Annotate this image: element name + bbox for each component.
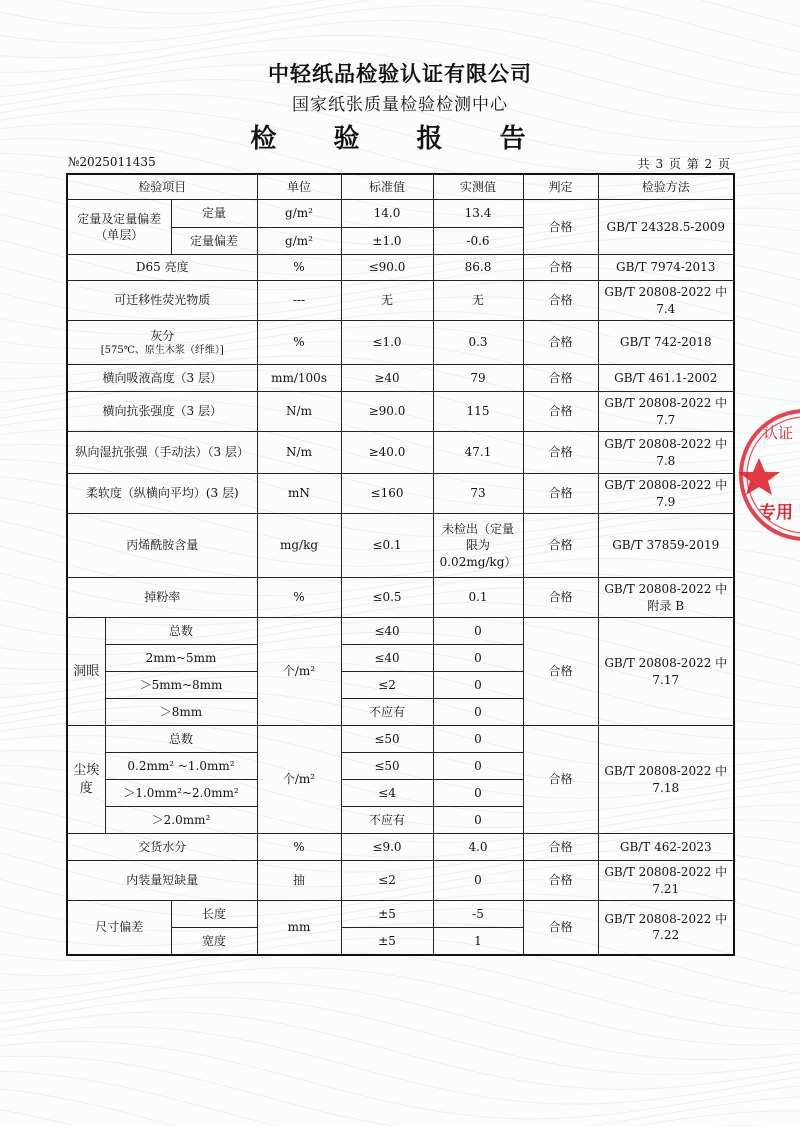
- holes-subitem: 2mm~5mm: [105, 645, 257, 672]
- item-d65-brightness: D65 亮度: [67, 255, 257, 281]
- item-softness: 柔软度（纵横向平均）(3 层): [67, 474, 257, 514]
- item-ash-condition: [575℃、原生木浆（纤维）]: [100, 344, 224, 356]
- table-row: [67, 834, 734, 861]
- method-cell: GB/T 20808-2022 中 7.18: [598, 726, 734, 834]
- header-item: 检验项目: [67, 174, 257, 200]
- watermark-line: [0, 953, 800, 1031]
- method-cell: GB/T 37859-2019: [598, 514, 734, 578]
- page-indicator: 共 3 页 第 2 页: [637, 157, 730, 171]
- measured-cell: 79: [433, 365, 523, 392]
- watermark-line: [0, 1089, 800, 1126]
- standard-cell: ≤0.1: [341, 514, 433, 578]
- report-number: №2025011435: [68, 155, 156, 169]
- dirt-subitem: ＞1.0mm²~2.0mm²: [105, 780, 257, 807]
- watermark-line: [0, 1042, 800, 1119]
- item-basis-weight: 定量: [171, 200, 257, 228]
- standard-cell: ≤50: [341, 726, 433, 753]
- standard-cell: ≤9.0: [341, 834, 433, 861]
- measured-cell: 0: [433, 618, 523, 645]
- unit-cell: mm/100s: [257, 365, 341, 392]
- standard-cell: 无: [341, 281, 433, 321]
- measured-cell: 47.1: [433, 432, 523, 474]
- item-width: 宽度: [171, 928, 257, 955]
- method-cell: GB/T 20808-2022 中 7.9: [598, 474, 734, 514]
- table-row: [67, 255, 734, 281]
- table-row: [67, 200, 734, 228]
- result-cell: 合格: [523, 861, 598, 901]
- unit-cell: mN: [257, 474, 341, 514]
- result-cell: 合格: [523, 834, 598, 861]
- watermark-line: [0, 1110, 800, 1126]
- measured-cell: 0: [433, 807, 523, 834]
- unit-cell: 个/m²: [257, 726, 341, 834]
- standard-cell: ≤50: [341, 753, 433, 780]
- standard-cell: ≤160: [341, 474, 433, 514]
- table-row: [67, 392, 734, 432]
- standard-cell: ≤4: [341, 780, 433, 807]
- table-row: [67, 321, 734, 365]
- item-content-shortfall: 内装量短缺量: [67, 861, 257, 901]
- standard-cell: ≥90.0: [341, 392, 433, 432]
- issuer-company-name: 中轻纸品检验认证有限公司: [268, 62, 532, 86]
- result-cell: 合格: [523, 514, 598, 578]
- issuer-center-name: 国家纸张质量检验检测中心: [292, 95, 508, 115]
- method-cell: GB/T 20808-2022 中 7.21: [598, 861, 734, 901]
- unit-cell: N/m: [257, 432, 341, 474]
- standard-cell: ±1.0: [341, 228, 433, 255]
- method-cell: GB/T 742-2018: [598, 321, 734, 365]
- certification-seal-stamp: [735, 400, 800, 550]
- item-basis-weight-deviation: 定量偏差: [171, 228, 257, 255]
- standard-cell: ≥40.0: [341, 432, 433, 474]
- standard-cell: 14.0: [341, 200, 433, 228]
- result-cell: 合格: [523, 578, 598, 618]
- seal-text-bottom: 专用: [759, 503, 793, 523]
- method-cell: GB/T 461.1-2002: [598, 365, 734, 392]
- measured-cell: 115: [433, 392, 523, 432]
- watermark-line: [0, 1012, 800, 1089]
- watermark-line: [0, 0, 800, 27]
- standard-cell: ≤90.0: [341, 255, 433, 281]
- dirt-subitem: 总数: [105, 726, 257, 753]
- table-row: [67, 861, 734, 901]
- table-row: [67, 618, 734, 645]
- measured-cell: -5: [433, 901, 523, 928]
- result-cell: 合格: [523, 365, 598, 392]
- result-cell: 合格: [523, 726, 598, 834]
- method-cell: GB/T 20808-2022 中 7.22: [598, 901, 734, 955]
- measured-cell: 0: [433, 699, 523, 726]
- measured-cell: 0: [433, 672, 523, 699]
- method-cell: GB/T 7974-2013: [598, 255, 734, 281]
- item-holes-group: 洞眼: [67, 618, 105, 726]
- standard-cell: 不应有: [341, 699, 433, 726]
- measured-cell: 4.0: [433, 834, 523, 861]
- seal-text-top: 认证: [763, 424, 794, 442]
- item-moisture: 交货水分: [67, 834, 257, 861]
- unit-cell: g/m²: [257, 200, 341, 228]
- method-cell: GB/T 20808-2022 中 7.8: [598, 432, 734, 474]
- item-dirt-group: 尘埃度: [67, 726, 105, 834]
- standard-cell: ≤2: [341, 672, 433, 699]
- item-basis-weight-group: 定量及定量偏差（单层）: [67, 200, 171, 255]
- result-cell: 合格: [523, 392, 598, 432]
- standard-cell: ±5: [341, 901, 433, 928]
- header-standard: 标准值: [341, 174, 433, 200]
- document-title: 检 验 报 告: [250, 124, 550, 154]
- item-ash-label: 灰分: [150, 328, 175, 343]
- unit-cell: 个/m²: [257, 618, 341, 726]
- item-size-deviation-group: 尺寸偏差: [67, 901, 171, 955]
- watermark-line: [0, 968, 800, 1045]
- item-ash: [67, 321, 257, 365]
- measured-cell: 0.3: [433, 321, 523, 365]
- measured-cell: 0: [433, 753, 523, 780]
- measured-cell: 0: [433, 861, 523, 901]
- method-cell: GB/T 20808-2022 中 7.4: [598, 281, 734, 321]
- dirt-subitem: 0.2mm² ~1.0mm²: [105, 753, 257, 780]
- unit-cell: %: [257, 321, 341, 365]
- unit-cell: mg/kg: [257, 514, 341, 578]
- measured-cell: 13.4: [433, 200, 523, 228]
- table-row: [67, 474, 734, 514]
- standard-cell: ≤40: [341, 618, 433, 645]
- measured-cell: 0: [433, 780, 523, 807]
- item-fluorescent-substance: 可迁移性荧光物质: [67, 281, 257, 321]
- inspection-results-table: [66, 173, 735, 956]
- standard-cell: ≥40: [341, 365, 433, 392]
- dirt-subitem: ＞2.0mm²: [105, 807, 257, 834]
- standard-cell: 不应有: [341, 807, 433, 834]
- header-judgement: 判定: [523, 174, 598, 200]
- measured-cell: 0.1: [433, 578, 523, 618]
- item-lint-rate: 掉粉率: [67, 578, 257, 618]
- unit-cell: %: [257, 578, 341, 618]
- result-cell: 合格: [523, 321, 598, 365]
- standard-cell: ±5: [341, 928, 433, 955]
- header-method: 检验方法: [598, 174, 734, 200]
- standard-cell: ≤1.0: [341, 321, 433, 365]
- header-measured: 实测值: [433, 174, 523, 200]
- method-cell: GB/T 462-2023: [598, 834, 734, 861]
- result-cell: 合格: [523, 255, 598, 281]
- measured-cell: 1: [433, 928, 523, 955]
- method-cell: GB/T 20808-2022 中 7.17: [598, 618, 734, 726]
- watermark-line: [0, 1056, 800, 1126]
- result-cell: 合格: [523, 281, 598, 321]
- result-cell: 合格: [523, 618, 598, 726]
- header-unit: 单位: [257, 174, 341, 200]
- table-row: [67, 901, 734, 928]
- method-cell: GB/T 20808-2022 中 附录 B: [598, 578, 734, 618]
- result-cell: 合格: [523, 901, 598, 955]
- table-row: [67, 726, 734, 753]
- method-cell: GB/T 24328.5-2009: [598, 200, 734, 255]
- table-row: [67, 514, 734, 578]
- measured-cell: 73: [433, 474, 523, 514]
- standard-cell: ≤0.5: [341, 578, 433, 618]
- measured-cell: 0: [433, 726, 523, 753]
- unit-cell: g/m²: [257, 228, 341, 255]
- item-length: 长度: [171, 901, 257, 928]
- watermark-line: [0, 0, 800, 52]
- table-row: [67, 578, 734, 618]
- table-row: [67, 432, 734, 474]
- measured-cell: 未检出（定量限为 0.02mg/kg）: [433, 514, 523, 578]
- holes-subitem: ＞8mm: [105, 699, 257, 726]
- item-tensile-strength: 横向抗张强度（3 层）: [67, 392, 257, 432]
- standard-cell: ≤40: [341, 645, 433, 672]
- unit-cell: ---: [257, 281, 341, 321]
- holes-subitem: ＞5mm~8mm: [105, 672, 257, 699]
- result-cell: 合格: [523, 474, 598, 514]
- unit-cell: N/m: [257, 392, 341, 432]
- watermark-line: [0, 1027, 800, 1104]
- item-absorbency-height: 横向吸液高度（3 层）: [67, 365, 257, 392]
- unit-cell: mm: [257, 901, 341, 955]
- table-row: [67, 365, 734, 392]
- unit-cell: %: [257, 255, 341, 281]
- table-row: [67, 281, 734, 321]
- table-header-row: [67, 174, 734, 200]
- measured-cell: 无: [433, 281, 523, 321]
- measured-cell: -0.6: [433, 228, 523, 255]
- item-acrylamide: 丙烯酰胺含量: [67, 514, 257, 578]
- result-cell: 合格: [523, 200, 598, 255]
- result-cell: 合格: [523, 432, 598, 474]
- method-cell: GB/T 20808-2022 中 7.7: [598, 392, 734, 432]
- unit-cell: 抽: [257, 861, 341, 901]
- measured-cell: 0: [433, 645, 523, 672]
- measured-cell: 86.8: [433, 255, 523, 281]
- item-wet-tensile-strength: 纵向湿抗张强（手动法）（3 层）: [67, 432, 257, 474]
- standard-cell: ≤2: [341, 861, 433, 901]
- holes-subitem: 总数: [105, 618, 257, 645]
- unit-cell: %: [257, 834, 341, 861]
